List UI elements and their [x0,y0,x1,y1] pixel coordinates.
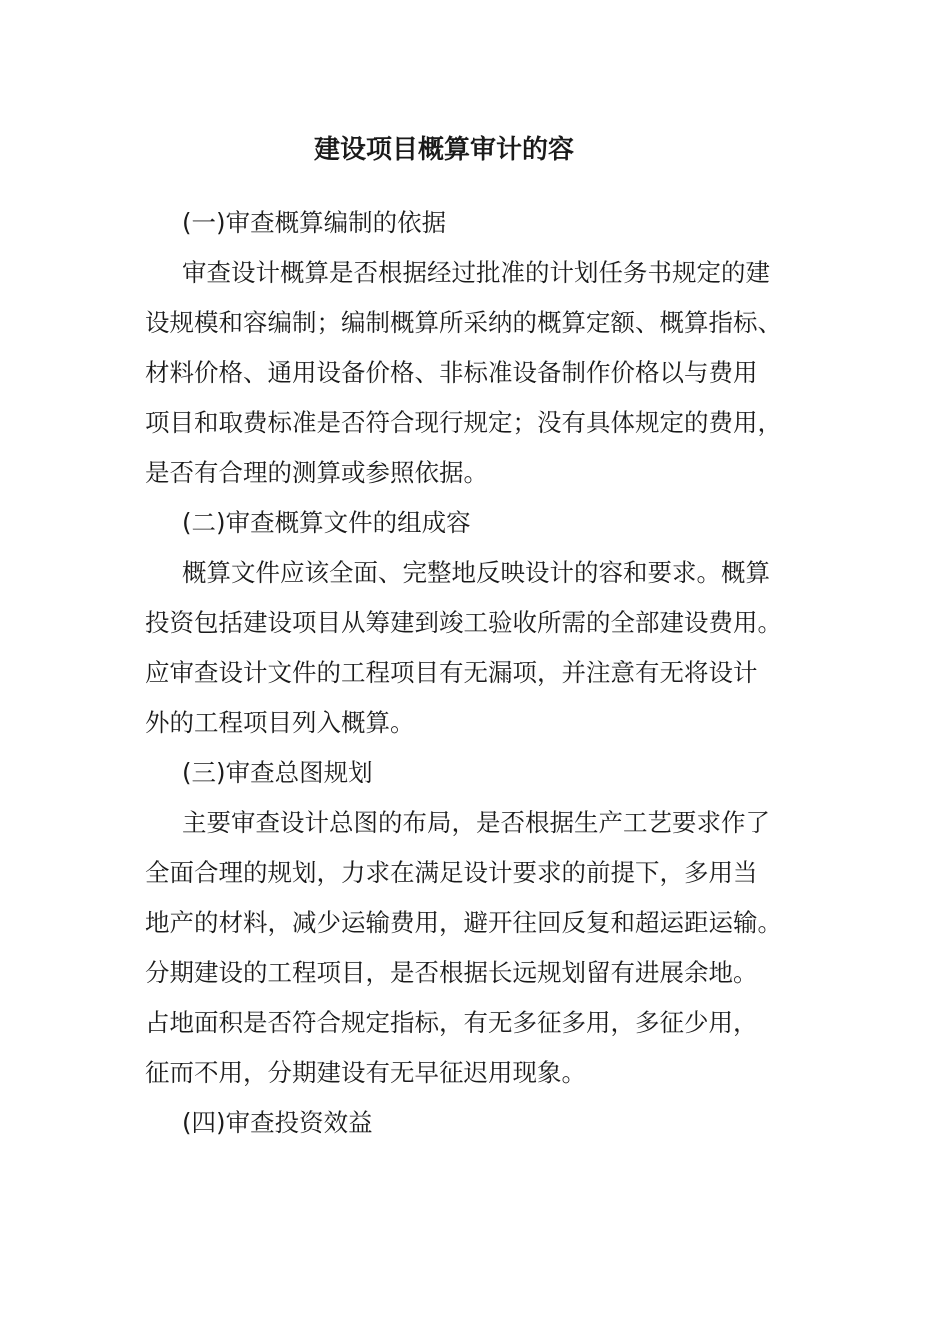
paragraph-line: 地产的材料，减少运输费用，避开往回反复和超运距运输。 [145,908,782,937]
paragraph-line: 征而不用，分期建设有无早征迟用现象。 [145,1058,586,1087]
section-heading: (三)审查总图规划 [182,758,373,787]
section-heading: (一)审查概算编制的依据 [182,208,447,237]
section-paragraph [145,798,800,1098]
paragraph-line: 项目和取费标准是否符合现行规定；没有具体规定的费用， [145,408,782,437]
paragraph-line: 外的工程项目列入概算。 [145,708,415,737]
paragraph-line: 占地面积是否符合规定指标，有无多征多用，多征少用， [145,1008,758,1037]
document-title: 建设项目概算审计的容 [313,135,574,165]
paragraph-line: 投资包括建设项目从筹建到竣工验收所需的全部建设费用。 [145,608,782,637]
paragraph-line: 应审查设计文件的工程项目有无漏项，并注意有无将设计 [145,658,758,687]
paragraph-line: 概算文件应该全面、完整地反映设计的容和要求。概算 [182,558,770,587]
paragraph-line: 全面合理的规划，力求在满足设计要求的前提下，多用当 [145,858,758,887]
section-paragraph [145,248,800,498]
paragraph-line: 审查设计概算是否根据经过批准的计划任务书规定的建 [182,258,770,287]
paragraph-line: 主要审查设计总图的布局，是否根据生产工艺要求作了 [182,808,770,837]
document-body [145,198,800,1148]
section-paragraph [145,548,800,748]
paragraph-line: 设规模和容编制；编制概算所采纳的概算定额、概算指标、 [145,308,782,337]
paragraph-line: 是否有合理的测算或参照依据。 [145,458,488,487]
paragraph-line: 材料价格、通用设备价格、非标准设备制作价格以与费用 [145,358,758,387]
section-heading: (四)审查投资效益 [182,1108,373,1137]
paragraph-line: 分期建设的工程项目，是否根据长远规划留有进展余地。 [145,958,758,987]
section-heading: (二)审查概算文件的组成容 [182,508,471,537]
